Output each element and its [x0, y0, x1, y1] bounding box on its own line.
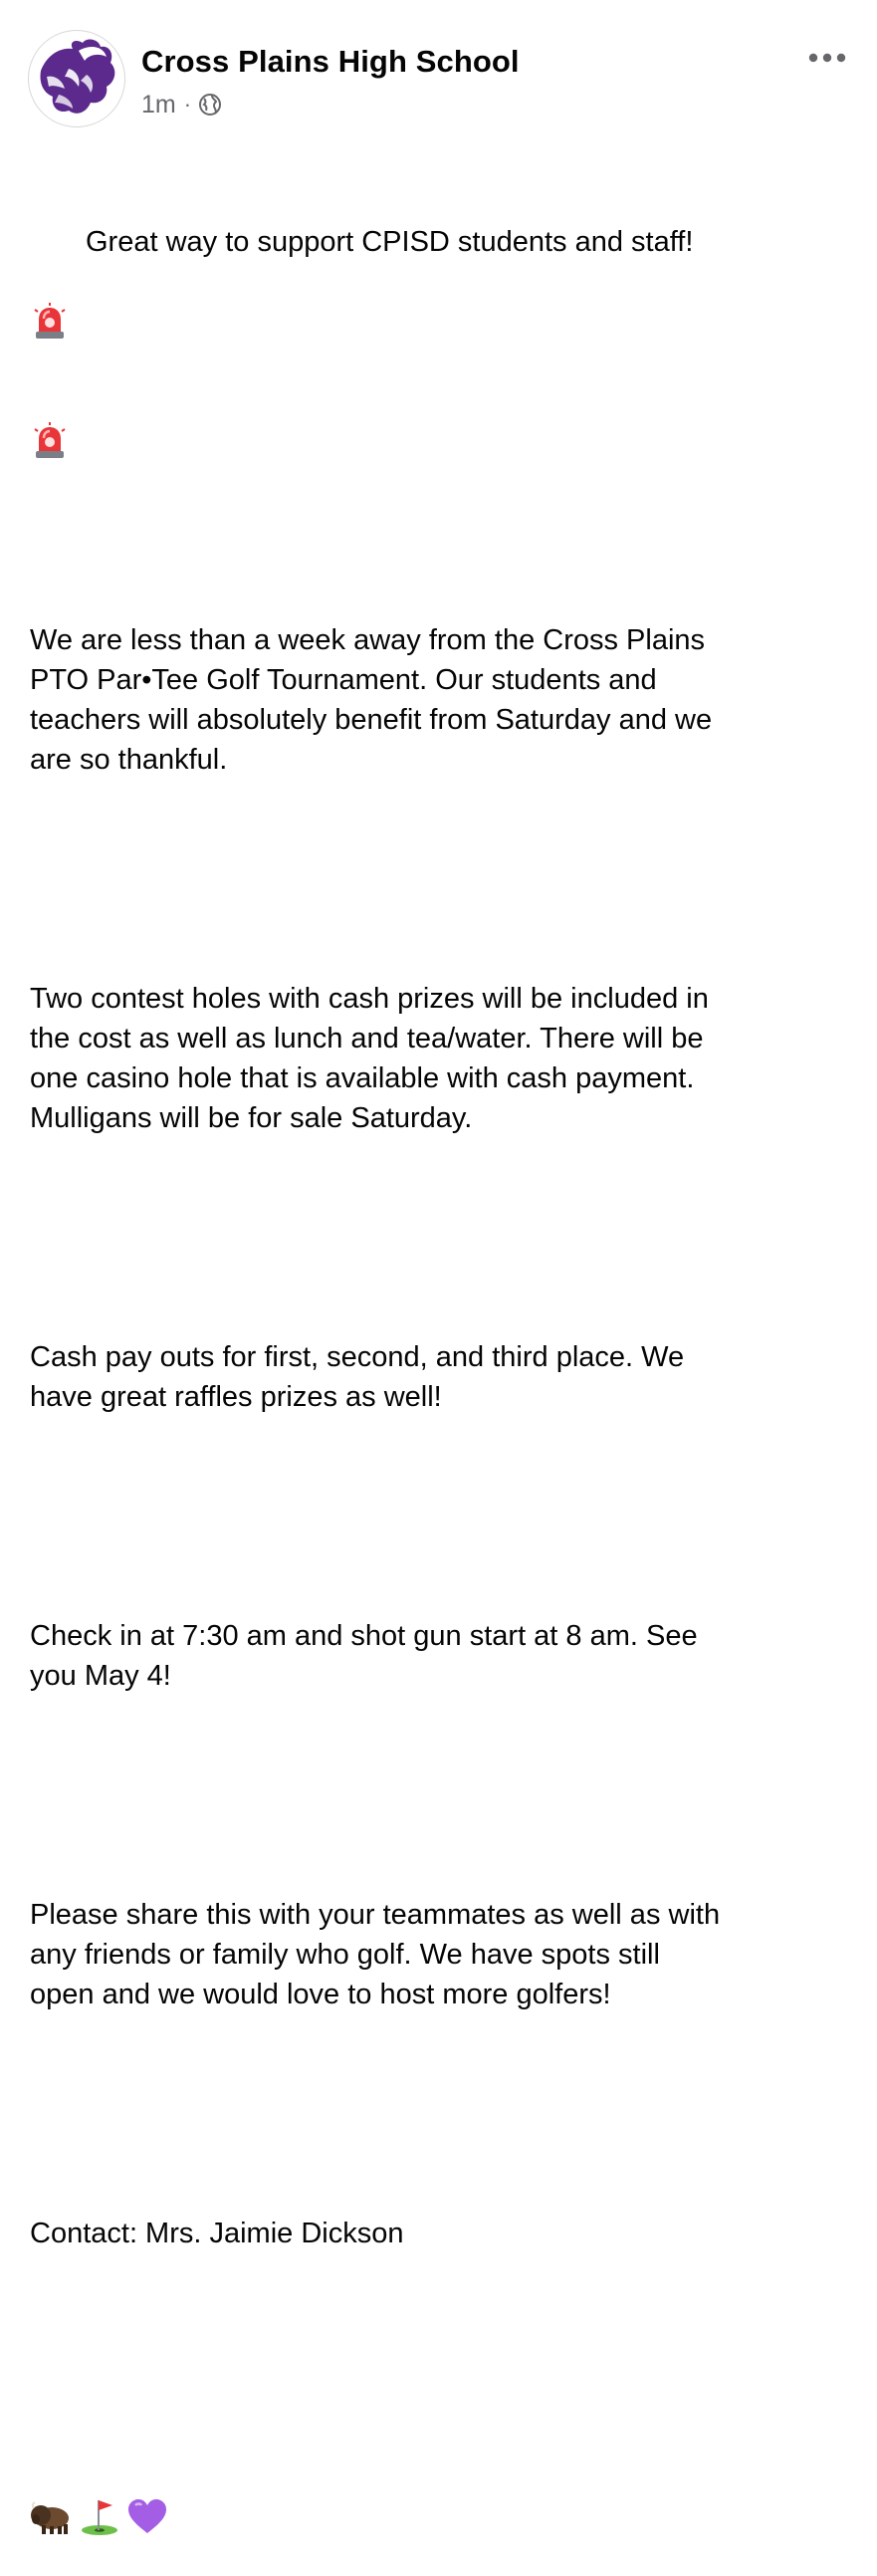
post-header — [28, 30, 849, 129]
siren-emoji-icon — [30, 342, 70, 381]
golf-flag-emoji-icon — [78, 2496, 121, 2536]
post-contact: Contact: Mrs. Jaimie Dickson — [30, 2218, 404, 2249]
emoji-row — [30, 2492, 856, 2536]
page-avatar[interactable] — [28, 30, 125, 127]
purple-heart-emoji-icon — [125, 2496, 169, 2536]
post-paragraph: Cash pay outs for first, second, and third place. We have great raffles prizes as well! — [30, 1341, 685, 1413]
page-name-link[interactable]: Cross Plains High School — [141, 44, 520, 79]
post-paragraph: We are less than a week away from the Cross Plains PTO Par•Tee Golf Tournament. Our students and teachers will absolutely benefit from Saturday and we are so thankful. — [30, 624, 713, 776]
post-body — [30, 142, 856, 2576]
more-options-button[interactable] — [805, 44, 849, 72]
post-paragraph: Two contest holes with cash prizes will be included in the cost as well as lunch and tea/water. There will be one casino hole that is available with cash payment. Mulligans will be for sale Saturday. — [30, 983, 709, 1134]
post-meta — [141, 90, 222, 119]
post-first-line-text: Great way to support CPISD students and staff! — [86, 226, 694, 258]
bison-emoji-icon — [30, 2496, 74, 2536]
siren-emoji-icon — [30, 222, 70, 262]
post-paragraph: Check in at 7:30 am and shot gun start at 8 am. See you May 4! — [30, 1620, 698, 1692]
bison-logo-icon — [29, 31, 124, 126]
post-timestamp[interactable]: 1m — [141, 90, 176, 118]
more-horizontal-icon — [805, 44, 849, 72]
post-paragraph: Please share this with your teammates as well as with any friends or family who golf. We have spots still open and we would love to host more golfers! — [30, 1899, 721, 2010]
globe-icon[interactable] — [198, 93, 222, 117]
meta-separator: · — [183, 92, 192, 117]
post-siren-line — [30, 342, 856, 381]
post-first-line — [30, 222, 856, 262]
